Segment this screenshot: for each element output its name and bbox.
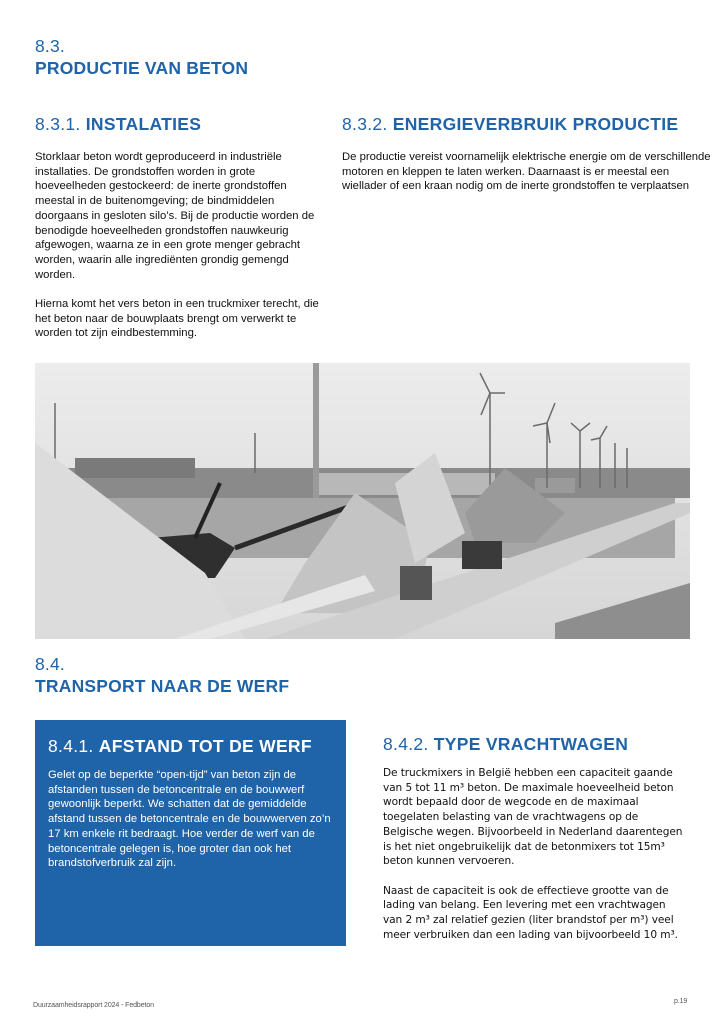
paragraph: Hierna komt het vers beton in een truckmixer terecht, die het beton naar de bouwplaats brengt om verwerkt te worden tot zijn eindbestemming. [35, 298, 319, 340]
subsection-title: ENERGIEVERBRUIK PRODUCTIE [392, 114, 679, 134]
subsection-heading-8-4-1 [48, 735, 312, 757]
subsection-body-8-4-1 [48, 768, 338, 871]
photo-illustration [35, 363, 690, 639]
paragraph: De productie vereist voornamelijk elektrische energie om de verschillende motoren en kleppen te laten werken. Daarnaast is er meestal een wiellader of een kraan nodig om de inerte grondstoffen te verplaatsen [342, 151, 711, 193]
subsection-title: AFSTAND TOT DE WERF [98, 736, 312, 756]
subsection-heading-8-4-2 [383, 733, 628, 755]
section-heading-8-3 [35, 35, 248, 79]
subsection-body-8-3-1 [35, 150, 325, 341]
subsection-number: 8.4.2. [383, 734, 429, 754]
paragraph: Storklaar beton wordt geproduceerd in industriële installaties. De grondstoffen worden in grote hoeveelheden gestockeerd: de inerte grondstoffen meestal in de buitenomgeving; de bindmiddelen doorgaans in gesloten silo’s. Bij de productie worden de benodigde hoeveelheden grondstoffen nauwkeurig afgewogen, waarna ze in een grote menger gebracht worden, waarin alle ingrediënten grondig gemengd worden. [35, 151, 315, 281]
footer-report-title: Duurzaamheidsrapport 2024 - Fedbeton [33, 1002, 154, 1009]
subsection-number: 8.3.2. [342, 114, 388, 134]
paragraph: De truckmixers in België hebben een capaciteit gaande van 5 tot 11 m³ beton. De maximale hoeveelheid beton wordt bepaald door de wegcode en de maximaal toegelaten belasting van de vrachtwagens op de Belgische wegen. Bijvoorbeeld in Nederland daarentegen is het niet ongebruikelijk dat de betonmixers tot 15m³ beton kunnen vervoeren. [383, 767, 683, 868]
highlight-box-8-4-1 [35, 720, 346, 946]
section-title: TRANSPORT NAAR DE WERF [35, 676, 290, 696]
page-number: p.19 [674, 998, 688, 1005]
section-title: PRODUCTIE VAN BETON [35, 58, 249, 78]
subsection-heading-8-3-2 [342, 113, 678, 135]
section-number: 8.4. [35, 654, 65, 674]
paragraph: Naast de capaciteit is ook de effectieve grootte van de lading van belang. Een levering met een vrachtwagen van 2 m³ zal relatief gezien (liter brandstof per m³) veel meer verbruiken dan een lading van bijvoorbeeld 10 m³. [383, 884, 678, 941]
subsection-body-8-3-2 [342, 150, 714, 194]
subsection-number: 8.4.1. [48, 736, 94, 756]
paragraph: Gelet op de beperkte “open-tijd” van beton zijn de afstanden tussen de betoncentrale en de bouwwerf gewoonlijk beperkt. We schatten dat de gemiddelde afstand tussen de betoncentrale en de bouwwerven zo’n 17 km enkele rit bedraagt. Hoe verder de werf van de betoncentrale gelegen is, hoe groter dan ook het brandstofverbruik zal zijn. [48, 769, 331, 870]
subsection-number: 8.3.1. [35, 114, 81, 134]
section-number: 8.3. [35, 36, 65, 56]
concrete-plant-photo [35, 363, 690, 639]
subsection-title: TYPE VRACHTWAGEN [433, 734, 629, 754]
section-heading-8-4 [35, 653, 289, 697]
subsection-title: INSTALATIES [85, 114, 202, 134]
subsection-body-8-4-2 [383, 766, 683, 942]
subsection-heading-8-3-1 [35, 113, 201, 135]
